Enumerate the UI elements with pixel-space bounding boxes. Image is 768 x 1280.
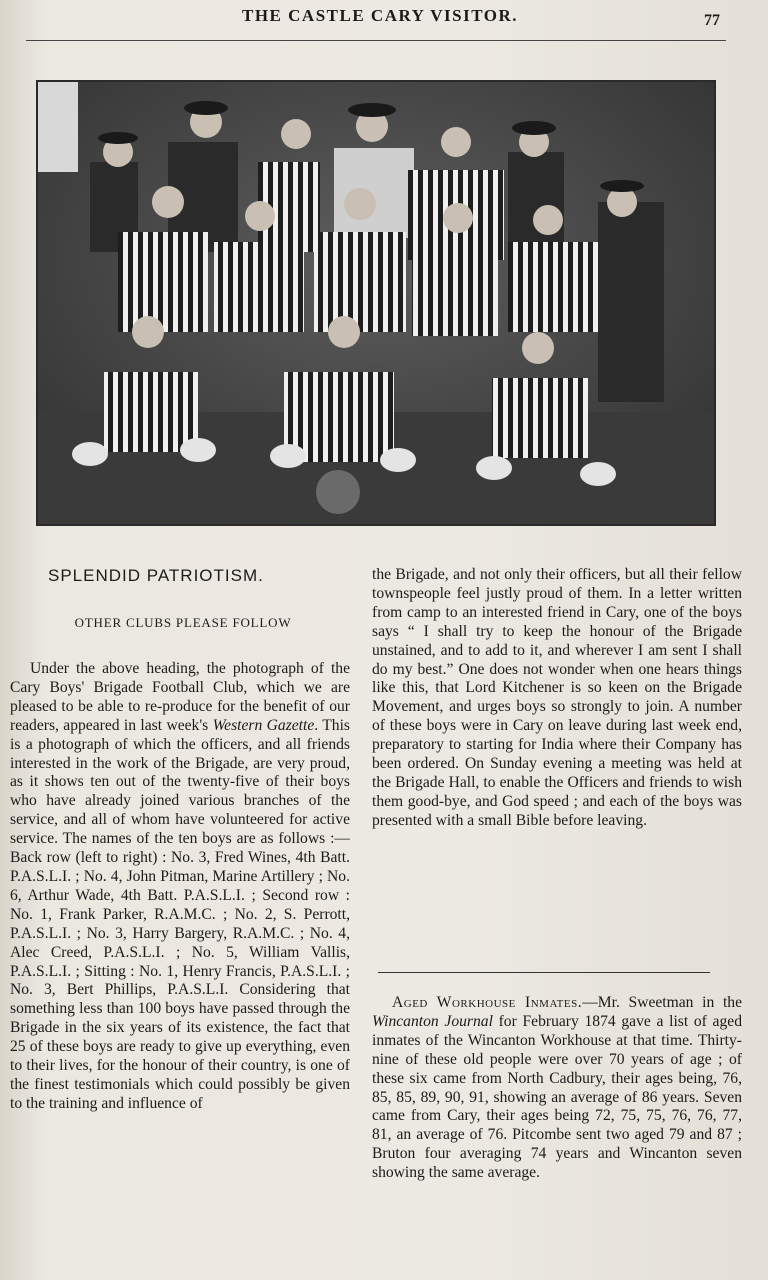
header-rule — [26, 40, 726, 41]
team-photograph — [36, 80, 716, 526]
team-photograph-image — [38, 82, 714, 524]
newspaper-name: Western Gazette — [212, 716, 315, 734]
article-column-left — [10, 660, 350, 1114]
workhouse-note — [372, 994, 742, 1183]
article-title: SPLENDID PATRIOTISM. — [48, 566, 264, 585]
column-divider — [378, 972, 710, 973]
article-text-part-2: . This is a photograph of which the officers, and all friends interested in the work of the Brigade, are very proud, as it shows ten out of the twenty-five of their boys who have already joined various branches of the service, and all of whom have volunteered for active service. The names of the ten boys are as follows :—Back row (left to right) : No. 3, Fred Wines, 4th Batt. P.A.S.L.I. ; No. 4, John Pitman, Marine Artillery ; No. 6, Arthur Wade, 4th Batt. P.A.S.L.I. ; Second row : No. 1, Frank Parker, R.A.M.C. ; No. 2, S. Perrott, P.A.S.L.I. ; No. 3, Harry Bargery, R.A.M.C. ; No. 4, Alec Creed, P.A.S.L.I. ; No. 5, William Vallis, P.A.S.L.I. ; Sitting : No. 1, Henry Francis, P.A.S.L.I. ; No. 3, Bert Phillips, P.A.S.L.I. Considering that something less than 100 boys have passed through the Brigade in the six years of its existence, the fact that 25 of these boys are ready to give up everything, even to their lives, for the honour of their country, is one of the finest testimonials which could possibly be given to the training and influence of — [10, 716, 350, 1112]
running-header-title: THE CASTLE CARY VISITOR. — [242, 6, 518, 25]
page-number: 77 — [704, 12, 720, 29]
note-text-part-1: —Mr. Sweetman in the — [582, 994, 743, 1011]
note-heading: Aged Workhouse Inmates. — [392, 994, 583, 1011]
journal-name: Wincanton Journal — [372, 1012, 493, 1030]
note-text-part-2: for February 1874 gave a list of aged inmates of the Wincanton Workhouse at that time. Thirty-nine of these old people were over 70 years of age ; of these six came from North Cadbury, their ages being, 76, 85, 85, 89, 90, 91, showing an average of 86 years. Seven came from Cary, their ages being 72, 75, 75, 76, 76, 77, 81, an average of 76. Pitcombe sent two aged 79 and 87 ; Bruton four averaging 74 years and Wincanton seven showing the same average. — [372, 1012, 742, 1182]
article-subtitle: OTHER CLUBS PLEASE FOLLOW — [74, 615, 292, 630]
article-text-part-1: Under the above heading, the photograph of the Cary Boys' Brigade Football Club, which we are pleased to be able to re-produce for the benefit of our readers, appeared in last week's — [10, 660, 350, 734]
article-column-right: the Brigade, and not only their officers, but all their fellow townspeople feel justly proud of them. In a letter written from camp to an interested friend in Cary, one of the boys says “ I shall try to keep the honour of the Brigade unstained, and to add to it, and wherever I am sent I shall do my best.” One does not wonder when one hears things like this, that Lord Kitchener is so keen on the Brigade Movement, and urges boys so strongly to join. A number of these boys were in Cary on leave during last week end, preparatory to starting for India where their Company has been ordered. On Sunday evening a meeting was held at the Brigade Hall, to enable the Officers and friends to wish them good-bye, and God speed ; and each of the boys was presented with a small Bible before leaving. — [372, 566, 742, 829]
